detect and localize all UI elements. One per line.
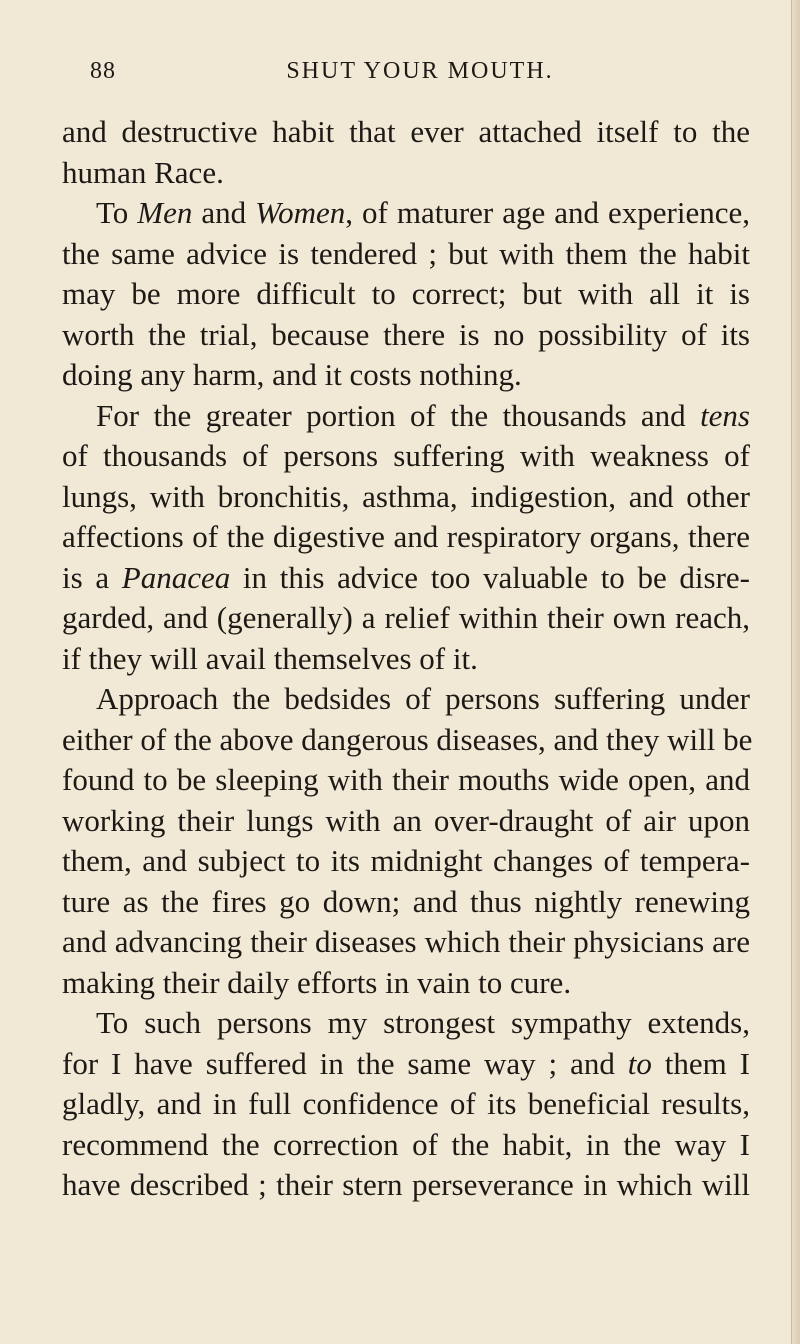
text-line: working their lungs with an over-draught of air upon <box>62 802 750 838</box>
text-line: may be more difficult to correct; but with all it is <box>62 276 750 311</box>
page-number: 88 <box>90 58 116 84</box>
text-line: either of the above dangerous diseases, and they will be <box>62 721 753 757</box>
italic-panacea: Panacea <box>121 559 231 595</box>
text-line: recommend the correction of the habit, in the way I <box>62 1126 750 1162</box>
text-line: of thousands of persons suffering with weakness of <box>62 438 750 473</box>
text-line: ture as the fires go down; and thus nightly renewing <box>62 883 750 919</box>
text-line <box>62 193 750 234</box>
text-line: and destructive habit that ever attached itself to the <box>62 114 750 149</box>
text-line: found to be sleeping with their mouths wide open, and <box>62 762 750 797</box>
text-line: worth the trial, because there is no possibility of its <box>62 316 750 352</box>
text-run: is a <box>62 559 122 595</box>
italic-to: to <box>627 1045 652 1081</box>
text-line: if they will avail themselves of it. <box>62 640 478 676</box>
text-run: them I <box>651 1045 750 1081</box>
italic-tens: tens <box>700 397 750 433</box>
text-line: the same advice is tendered ; but with them the habit <box>62 235 750 271</box>
text-run: and <box>192 195 256 230</box>
text-line: lungs, with bronchitis, asthma, indigestion, and other <box>62 478 750 514</box>
text-run: in this advice too valuable to be disre- <box>230 559 750 595</box>
text-line: doing any harm, and it costs nothing. <box>62 357 522 392</box>
text-line: To such persons my strongest sympathy extends, <box>96 1005 750 1040</box>
text-run: To <box>96 195 138 230</box>
text-line: gladly, and in full confidence of its beneficial results, <box>62 1086 750 1121</box>
running-title: SHUT YOUR MOUTH. <box>286 58 554 84</box>
text-line <box>62 558 750 599</box>
text-line: garded, and (generally) a relief within their own reach, <box>62 600 750 635</box>
text-line: have described ; their stern perseverance in which will <box>62 1167 750 1202</box>
text-line: making their daily efforts in vain to cure. <box>62 964 572 1000</box>
text-line: them, and subject to its midnight changes of tempera- <box>62 843 750 878</box>
text-line: Approach the bedsides of persons suffering under <box>96 681 750 716</box>
text-run: , of maturer age and experience, <box>345 195 750 230</box>
page-edge <box>791 0 800 1344</box>
text-run: for I have suffered in the same way ; and <box>62 1045 628 1081</box>
running-head <box>90 58 750 94</box>
text-line <box>62 1044 750 1085</box>
body-text <box>62 112 753 1206</box>
text-line: affections of the digestive and respiratory organs, there <box>62 519 750 554</box>
italic-men: Men <box>137 195 193 230</box>
italic-women: Women <box>255 195 346 230</box>
text-line: and advancing their diseases which their physicians are <box>62 924 750 959</box>
text-line: human Race. <box>62 154 224 190</box>
text-line <box>62 396 750 437</box>
text-run: For the greater portion of the thousands and <box>96 397 701 433</box>
